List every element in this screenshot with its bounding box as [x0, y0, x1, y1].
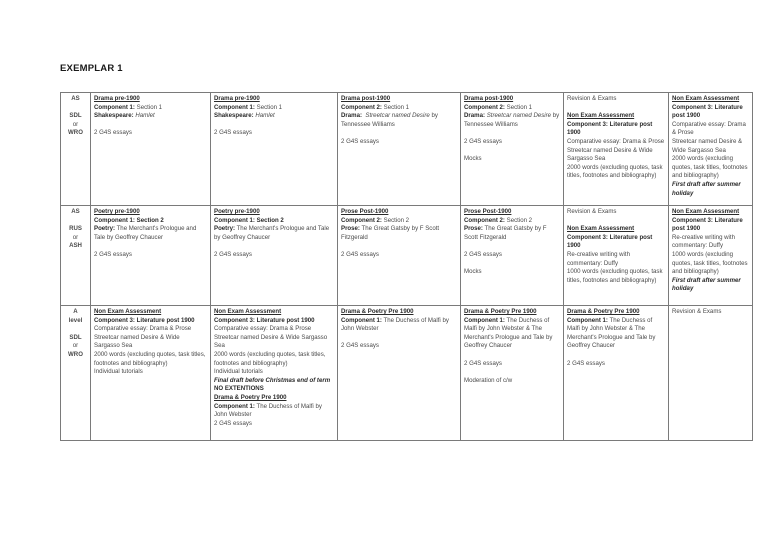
table-row [61, 93, 753, 206]
table-cell: Drama post-1900 Component 2: Section 1 Drama: Streetcar named Desire by Tennessee Williams 2 G4S essays [338, 93, 461, 206]
table-cell: Prose Post-1900 Component 2: Section 2 Prose: The Great Gatsby by F Scott Fitzgerald 2 G4S essays [338, 206, 461, 306]
page-title: EXEMPLAR 1 [60, 63, 123, 74]
table-cell: Drama pre-1900 Component 1: Section 1 Shakespeare: Hamlet 2 G4S essays [91, 93, 211, 206]
table-cell: Drama post-1900 Component 2: Section 1 Drama: Streetcar named Desire by Tennessee Williams 2 G4S essays Mocks [461, 93, 564, 206]
table-cell: Revision & Exams Non Exam Assessment Component 3: Literature post 1900 Re-creative writing with commentary: Duffy 1000 words (excluding quotes, task titles, footnotes and bibliography) [564, 206, 669, 306]
table-cell: Non Exam Assessment Component 3: Literature post 1900 Comparative essay: Drama & Prose Streetcar named Desire & Wide Sargasso Sea 2000 words (excluding quotes, task titles, footnotes and bibliography) First draft after summer holiday [669, 93, 753, 206]
row-label: A level SDL or WRO [61, 306, 91, 441]
table-cell: Non Exam Assessment Component 3: Literature post 1900 Comparative essay: Drama & Prose Streetcar named Desire & Wide Sargasso Sea 2000 words (excluding quotes, task titles, footnotes and bibliography) Individual tutorials Final draft before Christmas end of term NO EXTENTIONS Drama & Poetry Pre 1900 Component 1: The Duchess of Malfi by John Webster 2 G4S essays [211, 306, 338, 441]
table-cell: Revision & Exams Non Exam Assessment Component 3: Literature post 1900 Comparative essay: Drama & Prose Streetcar named Desire & Wide Sargasso Sea 2000 words (excluding quotes, task titles, footnotes and bibliography) [564, 93, 669, 206]
table-cell: Non Exam Assessment Component 3: Literature post 1900 Re-creative writing with commentary: Duffy 1000 words (excluding quotes, task titles, footnotes and bibliography) First draft after summer holiday [669, 206, 753, 306]
table-cell: Drama & Poetry Pre 1900 Component 1: The Duchess of Malfi by John Webster & The Merchant's Prologue and Tale by Geoffrey Chaucer 2 G4S essays [564, 306, 669, 441]
table-cell: Poetry pre-1900 Component 1: Section 2 Poetry: The Merchant's Prologue and Tale by Geoffrey Chaucer 2 G4S essays [91, 206, 211, 306]
table-cell: Poetry pre-1900 Component 1: Section 2 Poetry: The Merchant's Prologue and Tale by Geoffrey Chaucer 2 G4S essays [211, 206, 338, 306]
table-cell: Prose Post-1900 Component 2: Section 2 Prose: The Great Gatsby by F Scott Fitzgerald 2 G4S essays Mocks [461, 206, 564, 306]
table-row [61, 306, 753, 441]
table-cell: Drama & Poetry Pre 1900 Component 1: The Duchess of Malfi by John Webster 2 G4S essays [338, 306, 461, 441]
table-cell: Non Exam Assessment Component 3: Literature post 1900 Comparative essay: Drama & Prose Streetcar named Desire & Wide Sargasso Sea 2000 words (excluding quotes, task titles, footnotes and bibliography) Individual tutorials [91, 306, 211, 441]
row-label: AS SDL or WRO [61, 93, 91, 206]
table-row [61, 206, 753, 306]
schedule-table [60, 92, 753, 441]
row-label: AS RUS or ASH [61, 206, 91, 306]
table-cell: Drama & Poetry Pre 1900 Component 1: The Duchess of Malfi by John Webster & The Merchant's Prologue and Tale by Geoffrey Chaucer 2 G4S essays Moderation of c/w [461, 306, 564, 441]
table-cell: Revision & Exams [669, 306, 753, 441]
table-cell: Drama pre-1900 Component 1: Section 1 Shakespeare: Hamlet 2 G4S essays [211, 93, 338, 206]
